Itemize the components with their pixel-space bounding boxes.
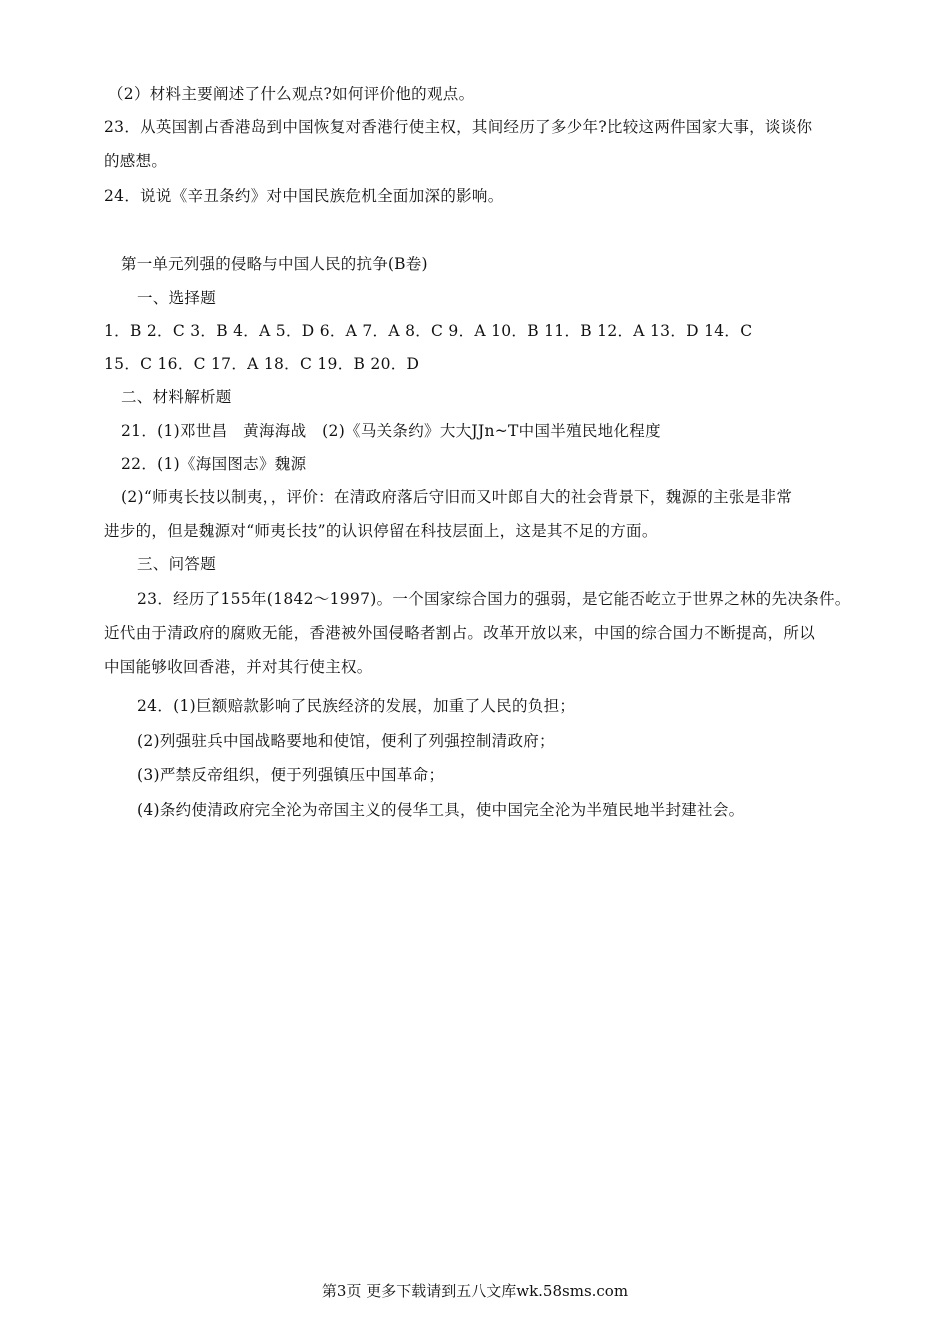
question-24: 24．说说《辛丑条约》对中国民族危机全面加深的影响。 <box>104 187 504 205</box>
page-footer: 第3页 更多下载请到五八文库wk.58sms.com <box>321 1282 629 1300</box>
section-3-heading: 三、问答题 <box>137 555 217 573</box>
answers-title: 第一单元列强的侵略与中国人民的抗争(B卷) <box>121 255 428 273</box>
question-22-part-2: （2）材料主要阐述了什么观点?如何评价他的观点。 <box>108 85 475 103</box>
answer-23-line-1: 23．经历了155年(1842～1997)。一个国家综合国力的强弱，是它能否屹立于世界之林的先决条件。 <box>137 590 851 608</box>
multiple-choice-answers-line-1: 1．B 2．C 3．B 4．A 5．D 6．A 7．A 8．C 9．A 10．B 11．B 12．A 13．D 14．C <box>104 322 753 340</box>
answer-24-point-2: (2)列强驻兵中国战略要地和使馆，便利了列强控制清政府； <box>137 732 555 750</box>
section-2-heading: 二、材料解析题 <box>121 388 232 406</box>
answer-24-point-1: 24．(1)巨额赔款影响了民族经济的发展，加重了人民的负担； <box>137 697 576 715</box>
question-23-line-1: 23．从英国割占香港岛到中国恢复对香港行使主权，其间经历了多少年?比较这两件国家大事，谈谈你 <box>104 118 813 136</box>
answer-24-point-4: (4)条约使清政府完全沦为帝国主义的侵华工具，使中国完全沦为半殖民地半封建社会。 <box>137 801 745 819</box>
answer-22-part-2-line-1: (2)“师夷长技以制夷，，评价：在清政府落后守旧而又叶郎自大的社会背景下，魏源的主张是非常 <box>121 488 793 506</box>
answer-23-line-2: 近代由于清政府的腐败无能，香港被外国侵略者割占。改革开放以来，中国的综合国力不断提高，所以 <box>104 624 816 642</box>
section-1-heading: 一、选择题 <box>137 289 217 307</box>
answer-24-point-3: (3)严禁反帝组织，便于列强镇压中国革命； <box>137 766 445 784</box>
multiple-choice-answers-line-2: 15．C 16．C 17．A 18．C 19．B 20．D <box>104 355 420 373</box>
answer-21: 21．(1)邓世昌 黄海海战 (2)《马关条约》大大JJn~T中国半殖民地化程度 <box>121 422 661 440</box>
question-23-line-2: 的感想。 <box>104 152 168 170</box>
answer-22-part-1: 22．(1)《海国图志》魏源 <box>121 455 307 473</box>
answer-22-part-2-line-2: 进步的，但是魏源对“师夷长技”的认识停留在科技层面上，这是其不足的方面。 <box>104 522 658 540</box>
answer-23-line-3: 中国能够收回香港，并对其行使主权。 <box>104 658 373 676</box>
